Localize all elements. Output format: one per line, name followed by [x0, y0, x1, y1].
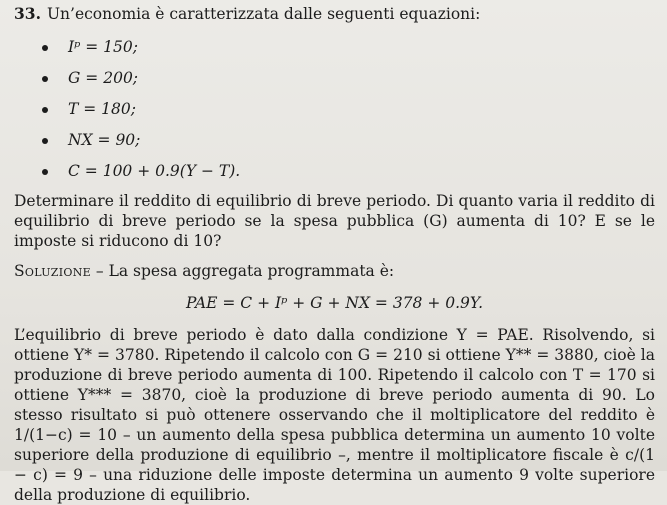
solution-label: Soluzione — [14, 262, 91, 280]
equation: T = 180; — [68, 100, 136, 118]
display-equation: PAE = C + Iᵖ + G + NX = 378 + 0.9Y. — [185, 294, 484, 312]
equation-list — [14, 32, 655, 187]
equation-item — [52, 156, 655, 187]
equation-item — [52, 63, 655, 94]
problem-statement: Determinare il reddito di equilibrio di breve periodo. Di quanto varia il reddito di equilibrio di breve periodo se la spesa pubblica (G) aumenta di 10? E se le imposte si riducono di 10? — [14, 192, 655, 250]
bullet-icon — [42, 138, 48, 144]
bullet-icon — [42, 45, 48, 51]
exercise-intro: Un’economia è caratterizzata dalle seguenti equazioni: — [46, 5, 481, 23]
solution-intro-text: – La spesa aggregata programmata è: — [90, 262, 395, 280]
bullet-icon — [42, 107, 48, 113]
equation: C = 100 + 0.9(Y − T). — [68, 162, 241, 180]
exercise-heading — [14, 4, 655, 24]
equation-item — [52, 32, 655, 63]
equation: Iᵖ = 150; — [68, 38, 138, 56]
equation-item — [52, 125, 655, 156]
equation: NX = 90; — [68, 131, 141, 149]
equation: G = 200; — [68, 69, 139, 87]
equation-item — [52, 94, 655, 125]
solution-text: L’equilibrio di breve periodo è dato dalla condizione Y = PAE. Risolvendo, si ottiene Y* = 3780. Ripetendo il calcolo con G = 210 si ottiene Y** = 3880, cioè la produzione di breve periodo aumenta di 100. Ripetendo il calcolo con T = 170 si ottiene Y*** = 3870, cioè la produzione di breve periodo aumenta di 90. Lo stesso risultato si può ottenere osservando che il moltiplicatore del reddito è 1/(1−c) = 10 – un aumento della spesa pubblica determina un aumento 10 volte superiore della produzione di equilibrio –, mentre il moltiplicatore fiscale è c/(1 − c) = 9 – una riduzione delle imposte determina un aumento 9 volte superiore della produzione di equilibrio. — [14, 326, 655, 504]
exercise-number: 33. — [14, 4, 41, 23]
bullet-icon — [42, 169, 48, 175]
solution-intro — [14, 261, 655, 281]
bullet-icon — [42, 76, 48, 82]
